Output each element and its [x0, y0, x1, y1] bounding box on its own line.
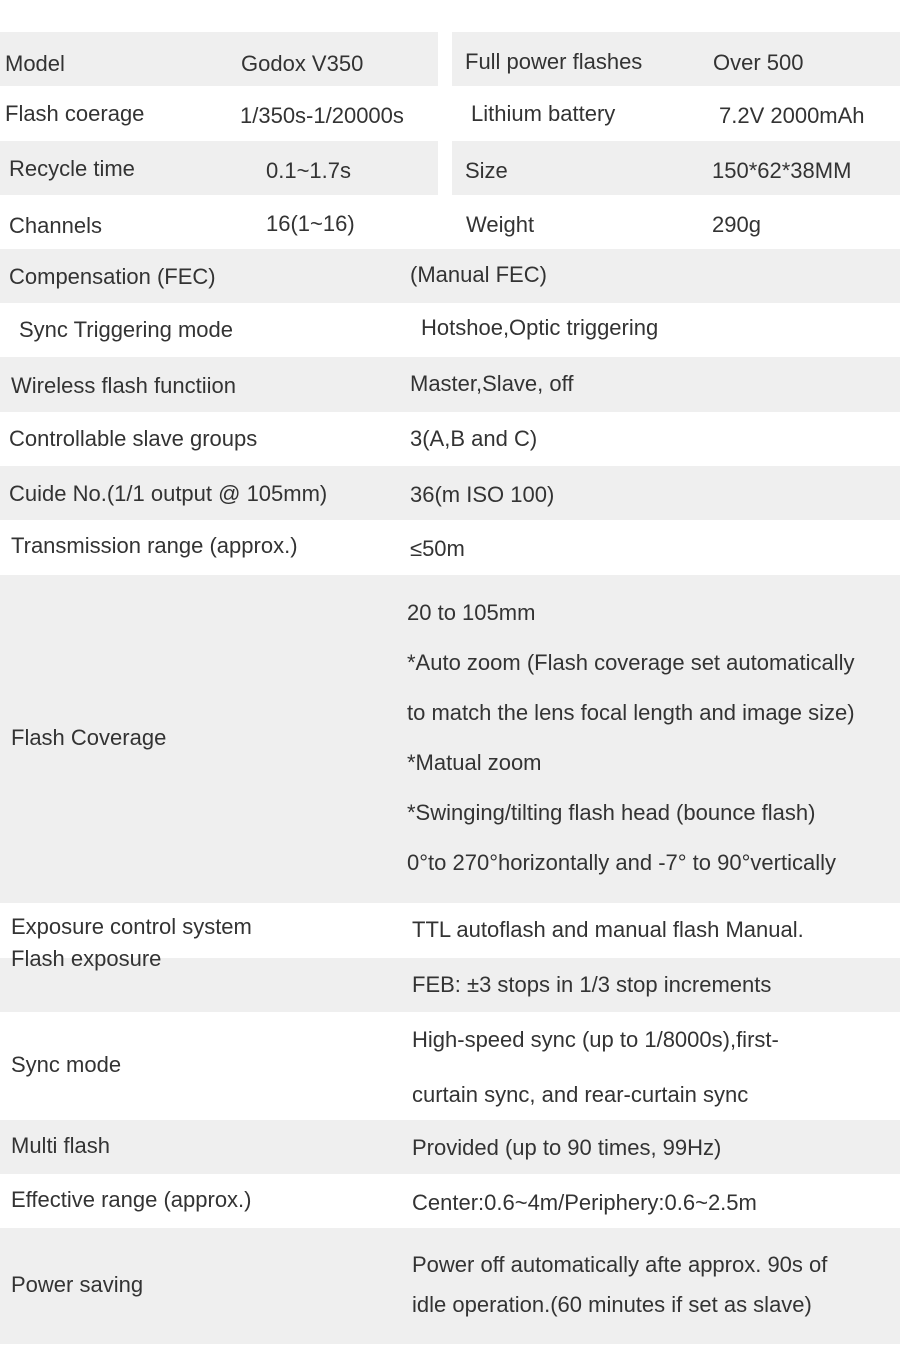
- spec-label: Compensation (FEC): [9, 264, 216, 289]
- spec-value-lines: [407, 588, 855, 888]
- exposure-label-line-1: Exposure control system: [11, 914, 252, 939]
- channels-label: Channels: [9, 213, 102, 238]
- spec-value: Hotshoe,Optic triggering: [421, 315, 659, 340]
- spec-value-line: 20 to 105mm: [407, 600, 536, 625]
- spec-label: Flash Coverage: [11, 725, 167, 750]
- exposure-label-line-2: Flash exposure: [11, 946, 162, 971]
- full-power-flashes-label: Full power flashes: [465, 49, 643, 74]
- spec-value-line: idle operation.(60 minutes if set as slave): [412, 1292, 812, 1317]
- spec-row-effective-range: [0, 1174, 900, 1228]
- spec-value: 36(m ISO 100): [410, 482, 555, 507]
- spec-value: (Manual FEC): [410, 262, 547, 287]
- model-label: Model: [5, 51, 65, 76]
- spec-value-line: High-speed sync (up to 1/8000s),first-: [412, 1027, 779, 1052]
- spec-row-power-saving: [0, 1228, 900, 1344]
- spec-label: Multi flash: [11, 1133, 111, 1158]
- spec-row-multi-flash: [0, 1120, 900, 1174]
- grid-row-1-left-bg: [0, 32, 438, 86]
- channels-value: 16(1~16): [266, 211, 355, 236]
- spec-value-line: 0°to 270°horizontally and -7° to 90°vertically: [407, 850, 836, 875]
- spec-label: Controllable slave groups: [9, 426, 258, 451]
- spec-value-line: Power off automatically afte approx. 90s of: [412, 1252, 828, 1277]
- spec-value: Master,Slave, off: [410, 371, 574, 396]
- size-value: 150*62*38MM: [712, 158, 852, 183]
- spec-label: Wireless flash functiion: [11, 373, 236, 398]
- spec-value-line: *Matual zoom: [407, 750, 542, 775]
- spec-row-guide-number: [0, 466, 900, 520]
- spec-row-compensation: [0, 249, 900, 303]
- spec-row-flash-coverage: [0, 575, 900, 903]
- lithium-battery-value: 7.2V 2000mAh: [719, 103, 865, 128]
- spec-value: ≤50m: [410, 536, 465, 561]
- spec-value-lines: [412, 1012, 779, 1122]
- spec-value-line: to match the lens focal length and image size): [407, 700, 855, 725]
- weight-label: Weight: [466, 212, 535, 237]
- spec-value-line: curtain sync, and rear-curtain sync: [412, 1082, 749, 1107]
- spec-value-line: *Auto zoom (Flash coverage set automatically: [407, 650, 855, 675]
- spec-label: Sync mode: [11, 1052, 122, 1077]
- size-label: Size: [465, 158, 508, 183]
- spec-row-wireless-flash: [0, 357, 900, 412]
- spec-label: Effective range (approx.): [11, 1187, 252, 1212]
- spec-row-sync-mode: [0, 1012, 900, 1120]
- spec-value: 3(A,B and C): [410, 426, 538, 451]
- flash-coerage-label: Flash coerage: [5, 101, 145, 126]
- spec-row-transmission-range: [0, 520, 900, 575]
- spec-value: Provided (up to 90 times, 99Hz): [412, 1135, 722, 1160]
- spec-label: Cuide No.(1/1 output @ 105mm): [9, 481, 328, 506]
- exposure-value-feb: FEB: ±3 stops in 1/3 stop increments: [412, 972, 772, 997]
- spec-label: Sync Triggering mode: [19, 317, 233, 342]
- spec-label: Transmission range (approx.): [11, 533, 298, 558]
- spec-value: Center:0.6~4m/Periphery:0.6~2.5m: [412, 1190, 757, 1215]
- spec-value-lines: [412, 1245, 827, 1325]
- recycle-time-label: Recycle time: [9, 156, 135, 181]
- recycle-time-value: 0.1~1.7s: [266, 158, 352, 183]
- exposure-value-ttl: TTL autoflash and manual flash Manual.: [412, 917, 804, 942]
- weight-value: 290g: [712, 212, 761, 237]
- flash-coerage-value: 1/350s-1/20000s: [240, 103, 404, 128]
- model-value: Godox V350: [241, 51, 364, 76]
- spec-label: Power saving: [11, 1272, 144, 1297]
- full-power-flashes-value: Over 500: [713, 50, 804, 75]
- lithium-battery-label: Lithium battery: [471, 101, 616, 126]
- spec-row-sync-triggering: [0, 303, 900, 357]
- spec-value-line: *Swinging/tilting flash head (bounce flash): [407, 800, 816, 825]
- spec-row-slave-groups: [0, 412, 900, 466]
